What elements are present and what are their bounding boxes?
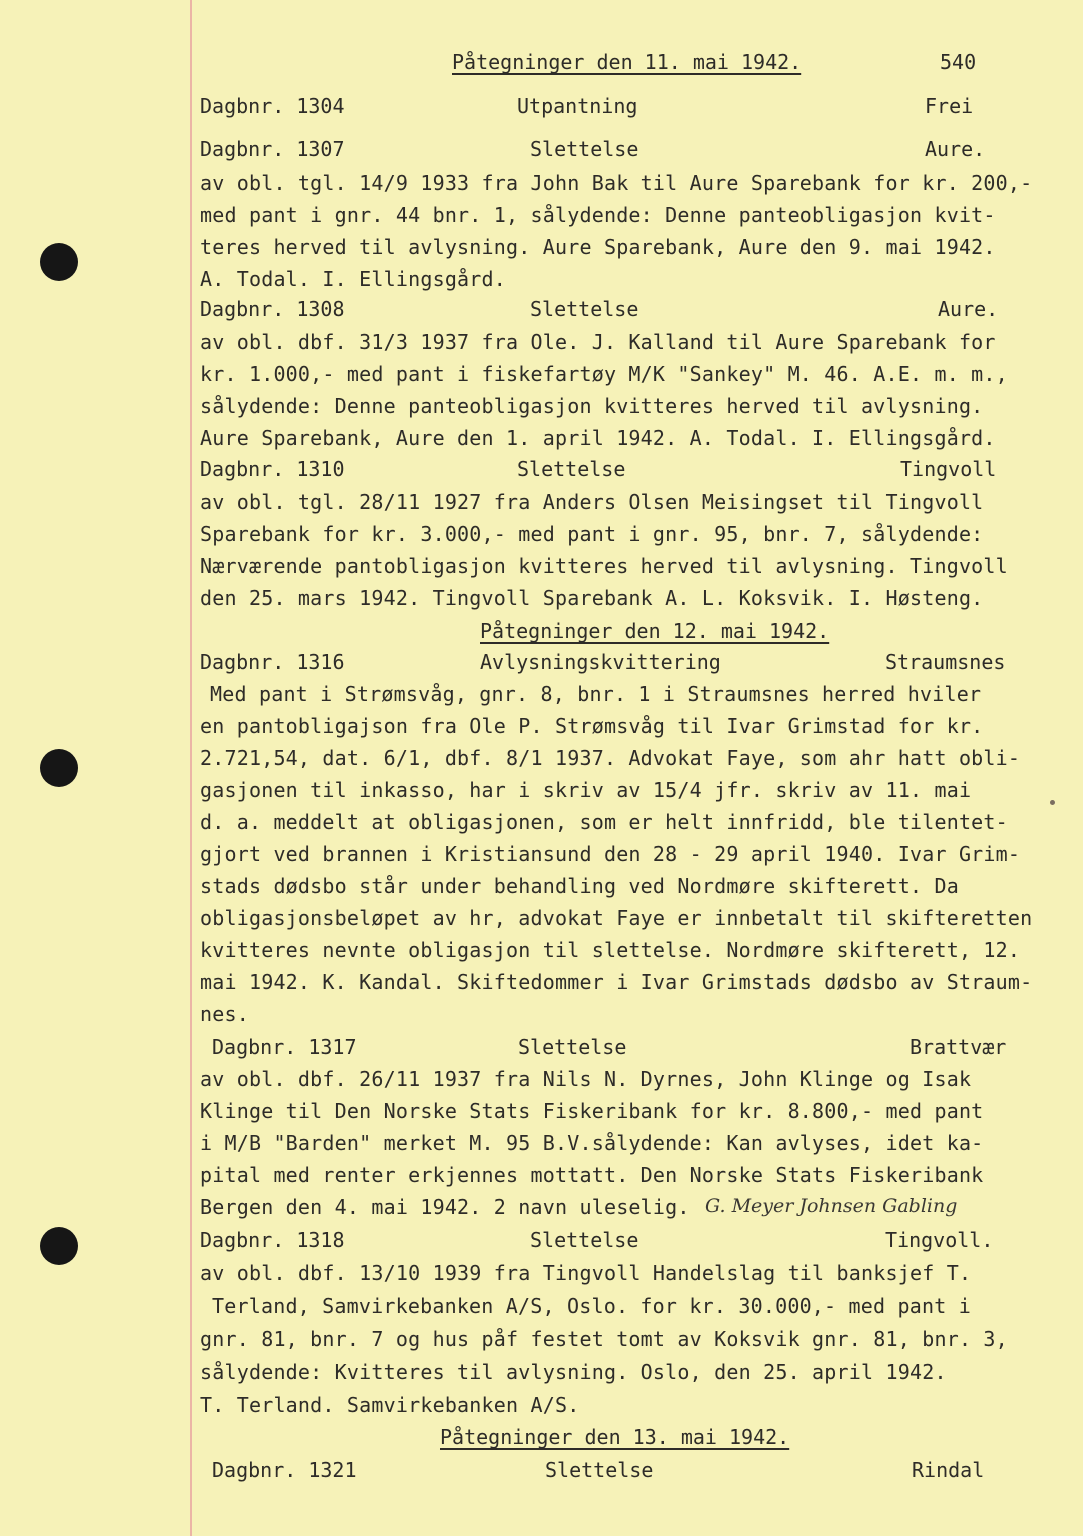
body-line: av obl. dbf. 26/11 1937 fra Nils N. Dyrnes, John Klinge og Isak [200,1067,972,1091]
ink-dot [1050,800,1055,805]
entry-dagbnr: Dagbnr. 1318 [200,1228,345,1252]
entry-place: Aure. [938,297,999,321]
entry-dagbnr: Dagbnr. 1310 [200,457,345,481]
entry-header [0,650,1083,678]
punch-hole-middle [40,749,78,787]
margin-rule [190,0,192,1536]
entry-header [0,1035,1083,1063]
body-line: gnr. 81, bnr. 7 og hus påf festet tomt av Koksvik gnr. 81, bnr. 3, [200,1327,1008,1351]
section-header: Påtegninger den 11. mai 1942. [452,50,802,74]
body-line: T. Terland. Samvirkebanken A/S. [200,1393,580,1417]
entry-place: Tingvoll [900,457,997,481]
handwritten-signature: G. Meyer Johnsen Gabling [705,1195,958,1217]
entry-header [0,1228,1083,1256]
entry-dagbnr: Dagbnr. 1321 [212,1458,357,1482]
entry-type: Utpantning [517,94,638,118]
body-line: i M/B "Barden" merket M. 95 B.V.sålydende: Kan avlyses, idet ka- [200,1131,984,1155]
body-line: gjort ved brannen i Kristiansund den 28 - 29 april 1940. Ivar Grim- [200,842,1021,866]
section-header: Påtegninger den 12. mai 1942. [480,619,830,643]
body-line: en pantobligajson fra Ole P. Strømsvåg til Ivar Grimstad for kr. [200,714,984,738]
entry-type: Slettelse [530,1228,639,1252]
body-line: teres herved til avlysning. Aure Sparebank, Aure den 9. mai 1942. [200,235,996,259]
body-line: av obl. tgl. 14/9 1933 fra John Bak til Aure Sparebank for kr. 200,- [200,171,1033,195]
entry-dagbnr: Dagbnr. 1304 [200,94,345,118]
body-line: 2.721,54, dat. 6/1, dbf. 8/1 1937. Advokat Faye, som ahr hatt obli- [200,746,1021,770]
entry-dagbnr: Dagbnr. 1308 [200,297,345,321]
entry-place: Straumsnes [885,650,1006,674]
section-header: Påtegninger den 13. mai 1942. [440,1425,790,1449]
punch-hole-top [40,243,78,281]
entry-type: Slettelse [518,1035,627,1059]
body-line: d. a. meddelt at obligasjonen, som er helt innfridd, ble tilentet- [200,810,1008,834]
entry-type: Slettelse [530,297,639,321]
entry-dagbnr: Dagbnr. 1316 [200,650,345,674]
entry-type: Avlysningskvittering [480,650,721,674]
body-line: kr. 1.000,- med pant i fiskefartøy M/K "Sankey" M. 46. A.E. m. m., [200,362,1008,386]
entry-header [0,457,1083,485]
entry-place: Tingvoll. [885,1228,994,1252]
body-line: mai 1942. K. Kandal. Skiftedommer i Ivar Grimstads dødsbo av Straum- [200,970,1033,994]
body-line: obligasjonsbeløpet av hr, advokat Faye er innbetalt til skifteretten [200,906,1033,930]
body-line: gasjonen til inkasso, har i skriv av 15/4 jfr. skriv av 11. mai [200,778,972,802]
body-line: Med pant i Strømsvåg, gnr. 8, bnr. 1 i Straumsnes herred hviler [210,682,982,706]
body-line: kvitteres nevnte obligasjon til slettelse. Nordmøre skifterett, 12. [200,938,1021,962]
entry-place: Aure. [925,137,986,161]
body-line: Terland, Samvirkebanken A/S, Oslo. for kr. 30.000,- med pant i [212,1294,971,1318]
body-line: sålydende: Kvitteres til avlysning. Oslo, den 25. april 1942. [200,1360,947,1384]
body-line: Klinge til Den Norske Stats Fiskeribank for kr. 8.800,- med pant [200,1099,984,1123]
entry-header [0,137,1083,165]
entry-header [0,297,1083,325]
entry-dagbnr: Dagbnr. 1307 [200,137,345,161]
entry-header [0,1458,1083,1486]
entry-type: Slettelse [545,1458,654,1482]
body-line: pital med renter erkjennes mottatt. Den Norske Stats Fiskeribank [200,1163,984,1187]
body-line: Bergen den 4. mai 1942. 2 navn uleselig. [200,1195,690,1219]
body-line: stads dødsbo står under behandling ved Nordmøre skifterett. Da [200,874,959,898]
body-line: av obl. tgl. 28/11 1927 fra Anders Olsen Meisingset til Tingvoll [200,490,984,514]
body-line: A. Todal. I. Ellingsgård. [200,267,507,291]
entry-place: Frei [925,94,974,118]
entry-place: Rindal [912,1458,985,1482]
entry-type: Slettelse [530,137,639,161]
entry-place: Brattvær [910,1035,1007,1059]
body-line: av obl. dbf. 31/3 1937 fra Ole. J. Kalland til Aure Sparebank for [200,330,996,354]
entry-type: Slettelse [517,457,626,481]
body-line: Aure Sparebank, Aure den 1. april 1942. A. Todal. I. Ellingsgård. [200,426,996,450]
page-number: 540 [940,50,977,74]
entry-header [0,94,1083,122]
body-line: Nærværende pantobligasjon kvitteres herved til avlysning. Tingvoll [200,554,1008,578]
body-line: Sparebank for kr. 3.000,- med pant i gnr. 95, bnr. 7, sålydende: [200,522,984,546]
body-line: den 25. mars 1942. Tingvoll Sparebank A. L. Koksvik. I. Høsteng. [200,586,984,610]
body-line: med pant i gnr. 44 bnr. 1, sålydende: Denne panteobligasjon kvit- [200,203,996,227]
entry-dagbnr: Dagbnr. 1317 [212,1035,357,1059]
body-line: nes. [200,1002,249,1026]
body-line: av obl. dbf. 13/10 1939 fra Tingvoll Handelslag til banksjef T. [200,1261,972,1285]
body-line: sålydende: Denne panteobligasjon kvitteres herved til avlysning. [200,394,984,418]
